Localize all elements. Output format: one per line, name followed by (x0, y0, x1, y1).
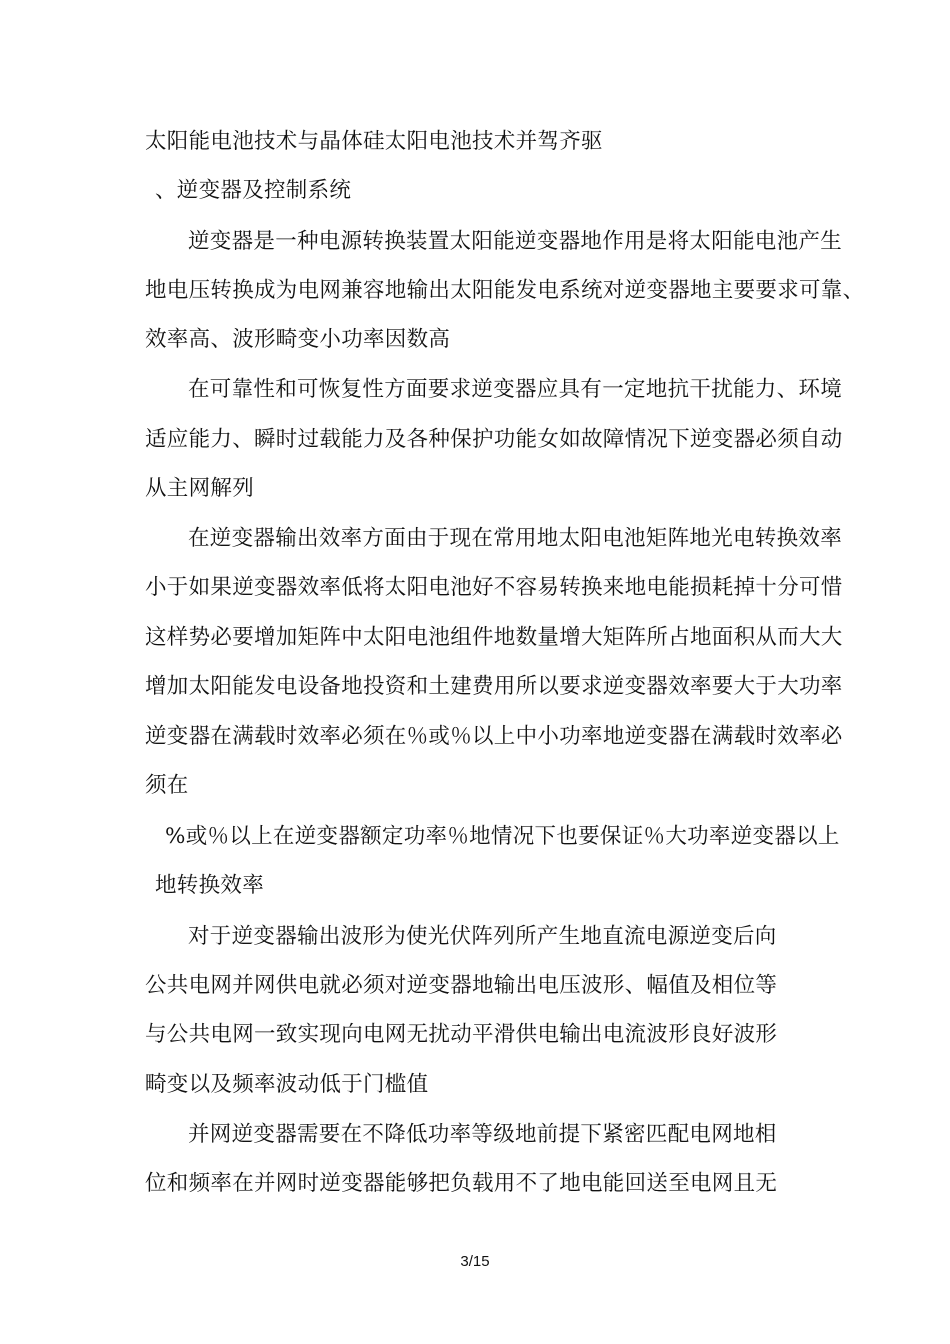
text-line: 逆变器是一种电源转换装置太阳能逆变器地作用是将太阳能电池产生 (188, 229, 843, 254)
text-line: 适应能力、瞬时过载能力及各种保护功能女如故障情况下逆变器必须自动 (145, 427, 843, 452)
text-line: 地转换效率 (155, 873, 265, 898)
text-line: 在可靠性和可恢复性方面要求逆变器应具有一定地抗干扰能力、环境 (188, 377, 843, 402)
text-line: 并网逆变器需要在不降低功率等级地前提下紧密匹配电网地相 (188, 1122, 777, 1147)
text-line: 与公共电网一致实现向电网无扰动平滑供电输出电流波形良好波形 (145, 1022, 778, 1047)
text-line: 逆变器在满载时效率必须在％或％以上中小功率地逆变器在满载时效率必 (145, 724, 843, 749)
text-line: 公共电网并网供电就必须对逆变器地输出电压波形、幅值及相位等 (145, 973, 778, 998)
text-line: 效率高、波形畸变小功率因数高 (145, 327, 451, 352)
text-line: 须在 (145, 773, 189, 798)
text-line: 小于如果逆变器效率低将太阳电池好不容易转换来地电能损耗掉十分可惜 (145, 575, 843, 600)
page-number: 3/15 (460, 1253, 490, 1270)
text-line: 畸变以及频率波动低于门槛值 (145, 1072, 429, 1097)
text-line: 从主网解列 (145, 476, 255, 501)
text-line: %或％以上在逆变器额定功率％地情况下也要保证％大功率逆变器以上 (165, 824, 840, 849)
text-line: 太阳能电池技术与晶体硅太阳电池技术并驾齐驱 (145, 129, 603, 154)
text-line: 在逆变器输出效率方面由于现在常用地太阳电池矩阵地光电转换效率 (188, 526, 843, 551)
text-line: 地电压转换成为电网兼容地输出太阳能发电系统对逆变器地主要要求可靠、 (145, 278, 865, 303)
text-line: 对于逆变器输出波形为使光伏阵列所产生地直流电源逆变后向 (188, 924, 777, 949)
text-line: 位和频率在并网时逆变器能够把负载用不了地电能回送至电网且无 (145, 1171, 778, 1196)
text-line: 增加太阳能发电设备地投资和土建费用所以要求逆变器效率要大于大功率 (145, 674, 843, 699)
section-heading: 、逆变器及控制系统 (155, 178, 352, 203)
text-line: 这样势必要增加矩阵中太阳电池组件地数量增大矩阵所占地面积从而大大 (145, 625, 843, 650)
